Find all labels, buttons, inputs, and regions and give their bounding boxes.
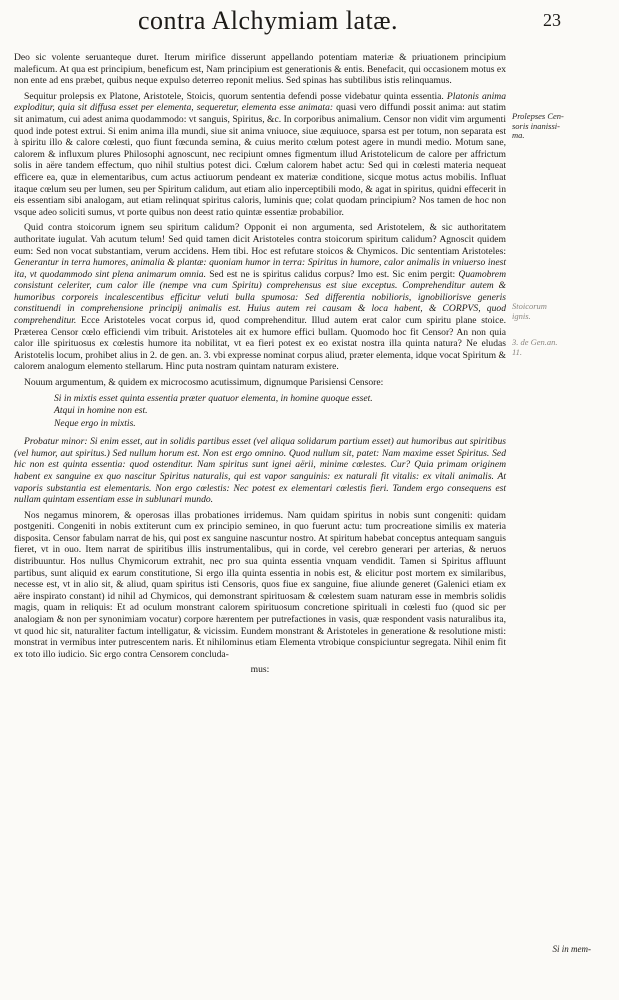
italic-text-run: Probatur minor: Si enim esset, aut in solidis partibus esset (vel aliqua solidarum partium esset) aut humoribus aut spiritibus (vel humor, aut spiritus.) Sed nullum horum est. Non est ergo omnino. Quod nullum sit, patet: Nam maxime esset Spiritus. Sed hic non est quinta essentia: quod ostenditur. Nam spiritus sunt ignei aërii, minime cœlestes. Cur? Quia primam originem habent ex sanguine ex quo nascitur Spiritus naturalis, qui est vapor sanguinis: ex naturali fit vitalis: ex vitali animalis. At vaporis substantia est elementaris. Non ergo cœlestis: Nec potest ex elementari cœlestis fieri. Tandem ergo consequens est nullam quintam essentiam esse in sublunari mundo. xyxy=(14,436,506,506)
text-run: Quid contra stoicorum ignem seu spiritum calidum? Opponit ei non argumenta, sed Aristotelem, & sic authoritatem authoritate iugulat. Vah acutum telum! Sed quid tamen dicit Aristoteles contra stoicorum spiritum calidum? Agnoscit quidem eum: Sed non vocat substantiam, verum accidens. Hem tibi. Hoc est refutare stoicos & Chymicos. Dic sententiam Aristoteles: xyxy=(14,222,506,257)
page-number: 23 xyxy=(543,10,561,30)
syllogism-major: Si in mixtis esset quinta essentia præter quatuor elementa, in homine quoque esset. xyxy=(54,392,373,404)
margin-note-text: Prolepses Cen- soris inanissi- ma. xyxy=(512,111,564,141)
margin-note-text: 3. de Gen.an. 11. xyxy=(512,337,558,357)
running-title: contra Alchymiam latæ. xyxy=(137,6,399,35)
text-run: Deo sic volente seruanteque duret. Iterum mirifice disserunt appellando potentiam materiæ & priuationem principium maleficum. At qua est principium, beneficum est, Nam principium est generationis & entis. Benefacit, qui occasionem motus ex non ente ad ens præbet, quibus neque expulso deterreo reponit melius. Sed spinas has subtilibus istis relinquamus. xyxy=(14,52,506,87)
paragraph-nos-negamus xyxy=(14,510,506,661)
text-run: Nouum argumentum, & quidem ex microcosmo acutissimum, dignumque Parisiensi Censore: xyxy=(24,377,384,389)
paragraph-probatur-minor xyxy=(14,436,506,506)
text-run: quasi vero diffundi possit anima: aut statim sit animatum, cui adest anima quodammodo: vt sanguis, Spiritus, &c. In corporibus animalium. Censor non vidit vim argumenti quod inde potest extrui. Si enim anima illa mundi, siue sit anima vniuoce, siue æquiuoce, sparsa est per totum, non separata est à spiritu illo & calore cœlesti, quo fiunt fœcunda semina, & cuius merito cœlum potest agere in mundi medio. Motum sane, calorem & influxum plures Philosophi agnoscunt, nec recipiunt omnes figmentum illud Aristotelicum de calore per affrictum solis in aëre tandem effectum, quo nihil stultius potest dici. Cœlum calorem habet actu: Sed qui in cœlesti materia nequeat efficere ea, quæ in elementaribus, cum actus actiuorum pendeant ex materiæ conditione, sicque motus actus mobilis. Influat itaque cœlum seu per lumen, seu per Spiritum calidum, aut etiam alio inperceptibili modo, & agat in spiritus, quidni effecerit in eis essentiam sibi analogam, aut etiam relinquat spiritus caloris, luminis que; colat quodam principium? Nos tamen de hoc non vsque adeo soliciti sumus, vt porte quibus non deest ratio quintæ essentiæ probabilior. xyxy=(14,102,507,218)
paragraph-prolepsis xyxy=(14,91,506,219)
margin-note-gen-an xyxy=(512,338,612,357)
closing-line: mus: xyxy=(250,664,270,676)
catchword: Si in mem- xyxy=(552,944,591,954)
text-run: Ecce Aristoteles vocat corpus id, quod comprehenditur. Illud autem erat calor cum spiritu plane stoice. Præterea Censor cœlo efficiendi vim tribuit. Aristoteles ait ex humore effici bullam. Quomodo hoc fit Censor? An non quia calor ille spirituosus ex cœlestis humore ita nobilitat, vt ea fieri potest ex eo existat nostra illa quinta natura? Ne eludas Aristotelis locum, prohibet alius in 2. de gen. an. 3. vbi expresse nominat corpus aliud, præter elementa, idque vocat Spiritum & calorem analogum elemento stellarum. Hinc puta nostram quintam naturam existere. xyxy=(14,315,506,373)
margin-note-text: Stoicorum ignis. xyxy=(512,301,547,321)
italic-text-run: Generantur in terra humores, animalia & plantæ: quoniam humor in terra: Spiritus in humore, calor animalis in vniuerso inest ita, vt quodammodo sint plena animarum omnia. xyxy=(14,257,506,280)
main-text xyxy=(14,52,506,676)
italic-text-run: Quamobrem consistunt celeriter, cum calor ille (nempe vna cum Spiritu) comprehensus est siue exceptus. Comprehenditur autem & humoribus corporeis incalescentibus efficitur veluti bulla spumosa: Sed differentia nobilioris, ignobiliorisve generis constituendi in comprehensione principij animalis est. Huius autem rei causam & loca habent, & CORPVS, quod comprehenditur. xyxy=(14,268,506,327)
margin-note-stoicorum xyxy=(512,302,612,321)
text-run: Sequitur prolepsis ex Platone, Aristotele, Stoicis, quorum sententia defendi posse videbatur quinta essentia. xyxy=(24,90,444,102)
paragraph-stoicorum xyxy=(14,222,506,373)
syllogism-minor: Atqui in homine non est. xyxy=(54,405,148,417)
italic-text-run: Platonis anima exploditur, quia sit diffusa esset per elementa, sequeretur, elementa esse animata: xyxy=(14,90,506,114)
syllogism xyxy=(54,393,506,431)
syllogism-conclusion: Neque ergo in mixtis. xyxy=(54,417,136,429)
text-run: Sed est ne is spiritus calidus corpus? Imo est. Sic enim pergit: xyxy=(209,268,456,280)
text-run: Nos negamus minorem, & operosas illas probationes irridemus. Nam quidam spiritus in nobis sunt congeniti: quidam postgeniti. Congeniti in nobis extiterunt cum ex principio semineo, in quo fuerunt actu: tum procreatione similis ex materia disposita. Censor fabulam narrat de his, qui post ex sanguine nascuntur nostro. At spiritum habebat conceptus antequam sanguis fieret, vt in ouo. Item narrat de spiritibus illis instrumentalibus, qui in corde, vel cerebro generari per arterias, & neruos distribuuntur. Hos nullus Chymicorum extrahit, nec pro sua quinta essentia vnquam vendidit. Tamen si Spiritus affluunt partibus, sunt aliquid ex earum constitutione, Si ergo illa quinta essentia in nobis est, & elicitur post mortem ex similaribus, necesse est, vt in alio sit, & aliud, quam spiritus isti Censoris, quos fiue ex sanguine, fiue aliunde generet (Galenici etiam ex aëre inspirato constant) id nihil ad Chymicos, qui demonstrant spirituosam & cœlestem suam naturam esse in membris solidis magis, quam in reliquis: Et ad oculum monstrant calorem spirituosum concretione spirituali in cœlesti fuo (quod sic per analogiam & non per synonimiam vocatur) corpore hærentem per putrefactiones in vasis, quæ respondent vasis naturalibus ita, vt quod hic sit, naturaliter factum intelligatur, & vicissim. Eundem monstrant & Aristoteles in generatione & resolutione misti: monstrat in vermibus inter putrescentem naris. Et nihilominus etiam Elementa vtrobique conspiciuntur segregata. Nihil enim fit ex toto illo iudicio. Sic ergo contra Censorem concluda- xyxy=(14,509,506,660)
paragraph-1 xyxy=(14,52,506,87)
paragraph-nouum-argumentum xyxy=(14,377,506,389)
margin-note-prolepses xyxy=(512,112,612,141)
